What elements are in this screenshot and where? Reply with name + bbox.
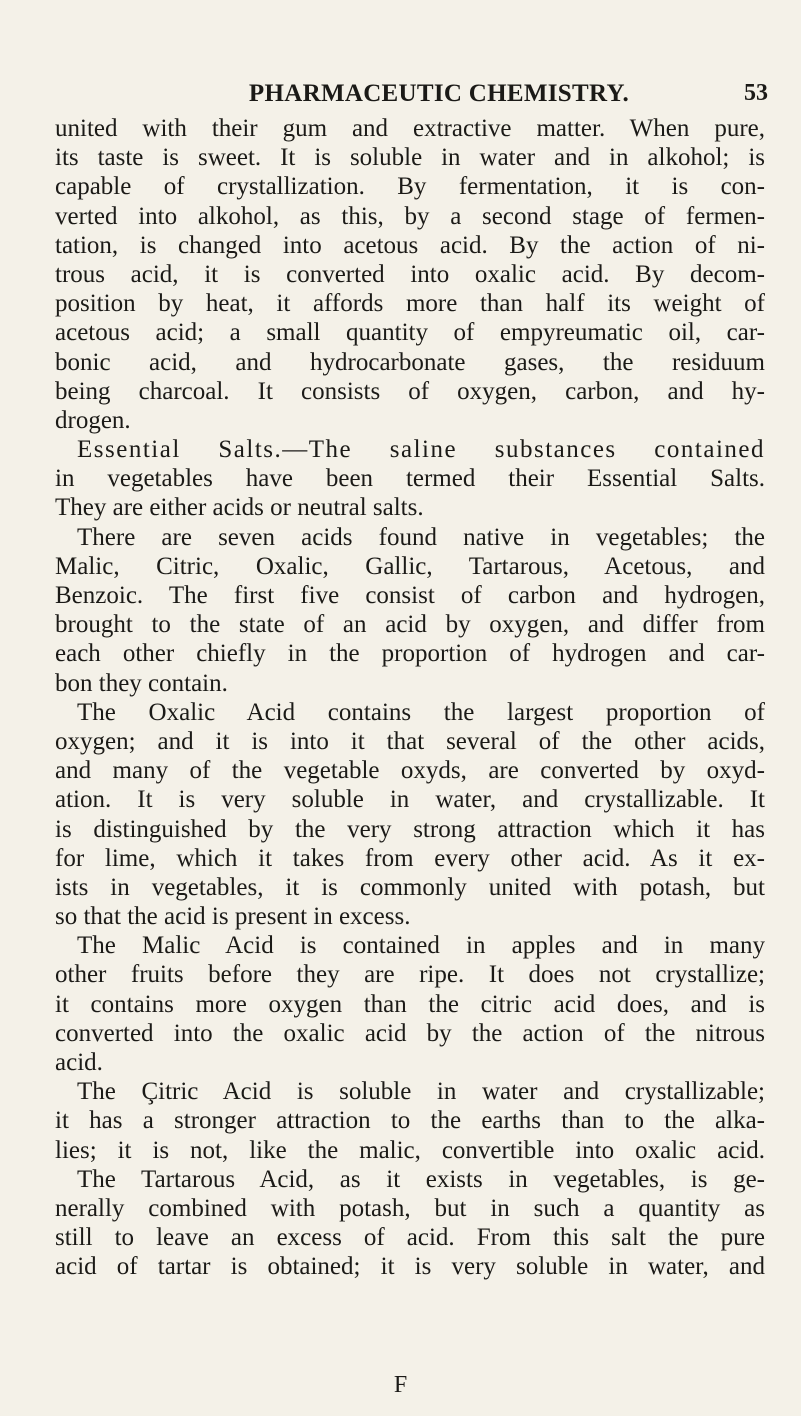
- text-line: brought to the state of an acid by oxygen, and differ from: [55, 611, 765, 639]
- text-line: The Tartarous Acid, as it exists in vegetables, is ge-: [77, 1165, 765, 1193]
- text-line: oxygen; and it is into it that several of the other acids,: [55, 727, 765, 755]
- text-line: acid of tartar is obtained; it is very soluble in water, and: [55, 1253, 765, 1281]
- text-line: Benzoic. The first five consist of carbon and hydrogen,: [55, 582, 765, 609]
- signature-mark: F: [393, 1372, 408, 1398]
- text-line: bon they contain.: [55, 669, 228, 697]
- text-line: it contains more oxygen than the citric acid does, and is: [55, 990, 765, 1018]
- text-line: drogen.: [55, 406, 131, 434]
- text-line: There are seven acids found native in vegetables; the: [77, 523, 765, 551]
- text-line: acetous acid; a small quantity of empyreumatic oil, car-: [55, 319, 765, 347]
- text-line: position by heat, it affords more than half its weight of: [55, 290, 765, 318]
- text-line: bonic acid, and hydrocarbonate gases, the residuum: [55, 348, 765, 376]
- text-line: ation. It is very soluble in water, and crystallizable. It: [55, 786, 765, 814]
- text-line: The Malic Acid is contained in apples and in many: [77, 932, 765, 960]
- running-head: PHARMACEUTIC CHEMISTRY.: [248, 80, 630, 107]
- text-line: Malic, Citric, Oxalic, Gallic, Tartarous, Acetous, and: [55, 552, 765, 580]
- text-line: its taste is sweet. It is soluble in water and in alkohol; is: [55, 144, 765, 172]
- text-line: verted into alkohol, as this, by a second stage of fermen-: [55, 202, 765, 230]
- text-line: and many of the vegetable oxyds, are converted by oxyd-: [55, 757, 765, 785]
- section-heading-line: Essential Salts.—The saline substances contained: [77, 436, 765, 464]
- text-line: is distinguished by the very strong attraction which it has: [55, 815, 765, 843]
- text-line: united with their gum and extractive matter. When pure,: [55, 115, 765, 142]
- text-line: nerally combined with potash, but in such a quantity as: [55, 1194, 765, 1222]
- page-header: [110, 80, 768, 112]
- text-line: The Oxalic Acid contains the largest proportion of: [77, 698, 765, 726]
- text-line: They are either acids or neutral salts.: [55, 494, 424, 522]
- text-line: being charcoal. It consists of oxygen, carbon, and hy-: [55, 377, 765, 405]
- text-line: The Çitric Acid is soluble in water and crystallizable;: [77, 1078, 765, 1106]
- text-line: still to leave an excess of acid. From this salt the pure: [55, 1224, 765, 1252]
- text-line: tation, is changed into acetous acid. By the action of ni-: [55, 231, 765, 259]
- text-line: so that the acid is present in excess.: [55, 903, 411, 931]
- text-line: it has a stronger attraction to the earths than to the alka-: [55, 1107, 765, 1135]
- text-line: acid.: [55, 1049, 103, 1076]
- text-line: lies; it is not, like the malic, convertible into oxalic acid.: [55, 1136, 765, 1164]
- page-number: 53: [744, 80, 768, 106]
- text-line: capable of crystallization. By fermentation, it is con-: [55, 173, 765, 201]
- text-line: in vegetables have been termed their Essential Salts.: [55, 465, 765, 493]
- text-line: trous acid, it is converted into oxalic acid. By decom-: [55, 260, 765, 288]
- text-line: for lime, which it takes from every other acid. As it ex-: [55, 844, 765, 872]
- text-line: converted into the oxalic acid by the action of the nitrous: [55, 1019, 765, 1047]
- text-line: each other chiefly in the proportion of hydrogen and car-: [55, 640, 765, 668]
- body-text: [55, 114, 765, 1282]
- text-line: other fruits before they are ripe. It does not crystallize;: [55, 961, 765, 989]
- text-line: ists in vegetables, it is commonly united with potash, but: [55, 873, 765, 901]
